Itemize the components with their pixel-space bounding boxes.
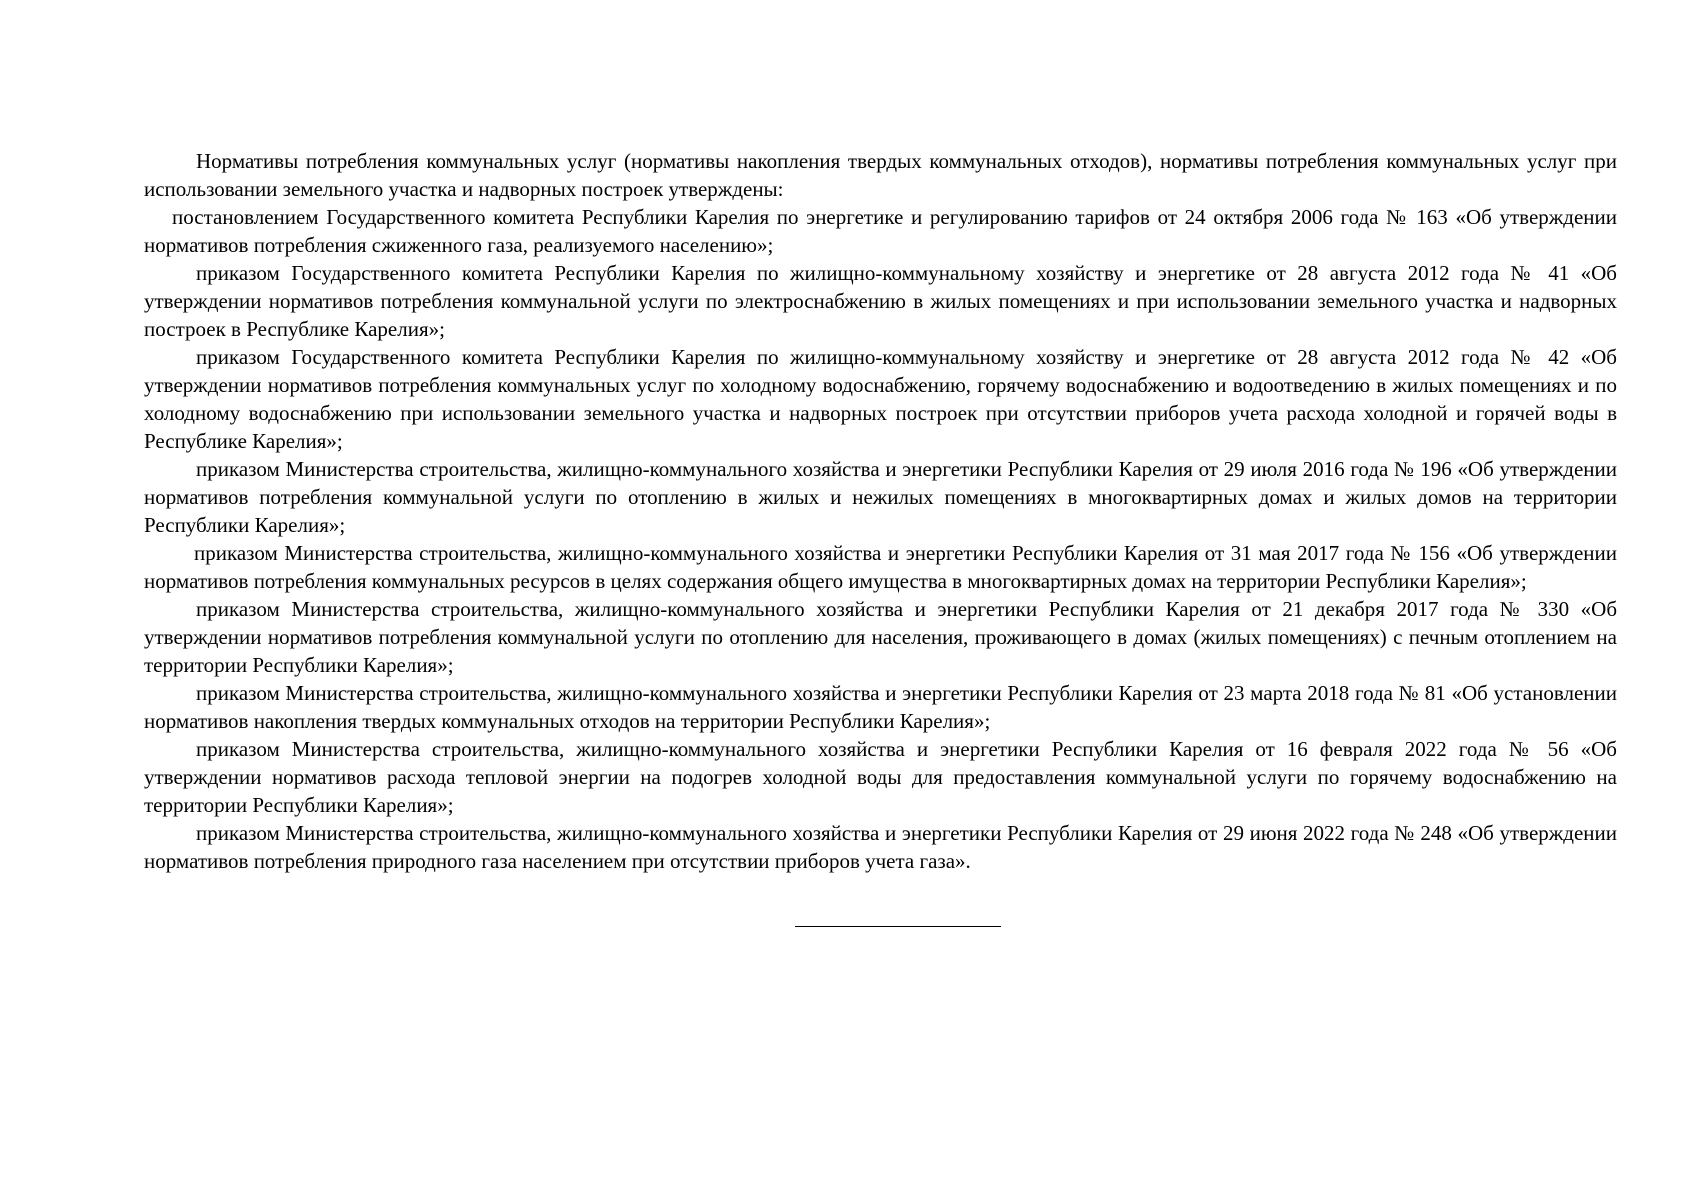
list-item: приказом Государственного комитета Республики Карелия по жилищно-коммунальному хозяйству и энергетике от 28 августа 2012 года № 41 «Об утверждении нормативов потребления коммунальной услуги по электроснабжению в жилых помещениях и при использовании земельного участка и надворных построек в Республике Карелия»; [144,261,1617,341]
list-item: приказом Государственного комитета Республики Карелия по жилищно-коммунальному хозяйству и энергетике от 28 августа 2012 года № 42 «Об утверждении нормативов потребления коммунальных услуг по холодному водоснабжению, горячему водоснабжению и водоотведению в жилых помещениях и по холодному водоснабжению при использовании земельного участка и надворных построек при отсутствии приборов учета расхода холодной и горячей воды в Республике Карелия»; [144,345,1617,453]
document-body [144,147,1617,875]
intro-paragraph: Нормативы потребления коммунальных услуг (нормативы накопления твердых коммунальных отходов), нормативы потребления коммунальных услуг при использовании земельного участка и надворных построек утверждены: [144,149,1617,201]
end-divider [795,926,1001,927]
list-item: постановлением Государственного комитета Республики Карелия по энергетике и регулированию тарифов от 24 октября 2006 года № 163 «Об утверждении нормативов потребления сжиженного газа, реализуемого населению»; [144,205,1617,257]
list-item: приказом Министерства строительства, жилищно-коммунального хозяйства и энергетики Республики Карелия от 29 июня 2022 года № 248 «Об утверждении нормативов потребления природного газа населением при отсутствии приборов учета газа». [144,821,1617,873]
list-item: приказом Министерства строительства, жилищно-коммунального хозяйства и энергетики Республики Карелия от 16 февраля 2022 года № 56 «Об утверждении нормативов расхода тепловой энергии на подогрев холодной воды для предоставления коммунальной услуги по горячему водоснабжению на территории Республики Карелия»; [144,737,1617,817]
list-item: приказом Министерства строительства, жилищно-коммунального хозяйства и энергетики Республики Карелия от 31 мая 2017 года № 156 «Об утверждении нормативов потребления коммунальных ресурсов в целях содержания общего имущества в многоквартирных домах на территории Республики Карелия»; [144,541,1617,593]
list-item: приказом Министерства строительства, жилищно-коммунального хозяйства и энергетики Республики Карелия от 29 июля 2016 года № 196 «Об утверждении нормативов потребления коммунальной услуги по отоплению в жилых и нежилых помещениях в многоквартирных домах и жилых домов на территории Республики Карелия»; [144,457,1617,537]
list-item: приказом Министерства строительства, жилищно-коммунального хозяйства и энергетики Республики Карелия от 23 марта 2018 года № 81 «Об установлении нормативов накопления твердых коммунальных отходов на территории Республики Карелия»; [144,681,1617,733]
list-item: приказом Министерства строительства, жилищно-коммунального хозяйства и энергетики Республики Карелия от 21 декабря 2017 года № 330 «Об утверждении нормативов потребления коммунальной услуги по отоплению для населения, проживающего в домах (жилых помещениях) с печным отоплением на территории Республики Карелия»; [144,597,1617,677]
